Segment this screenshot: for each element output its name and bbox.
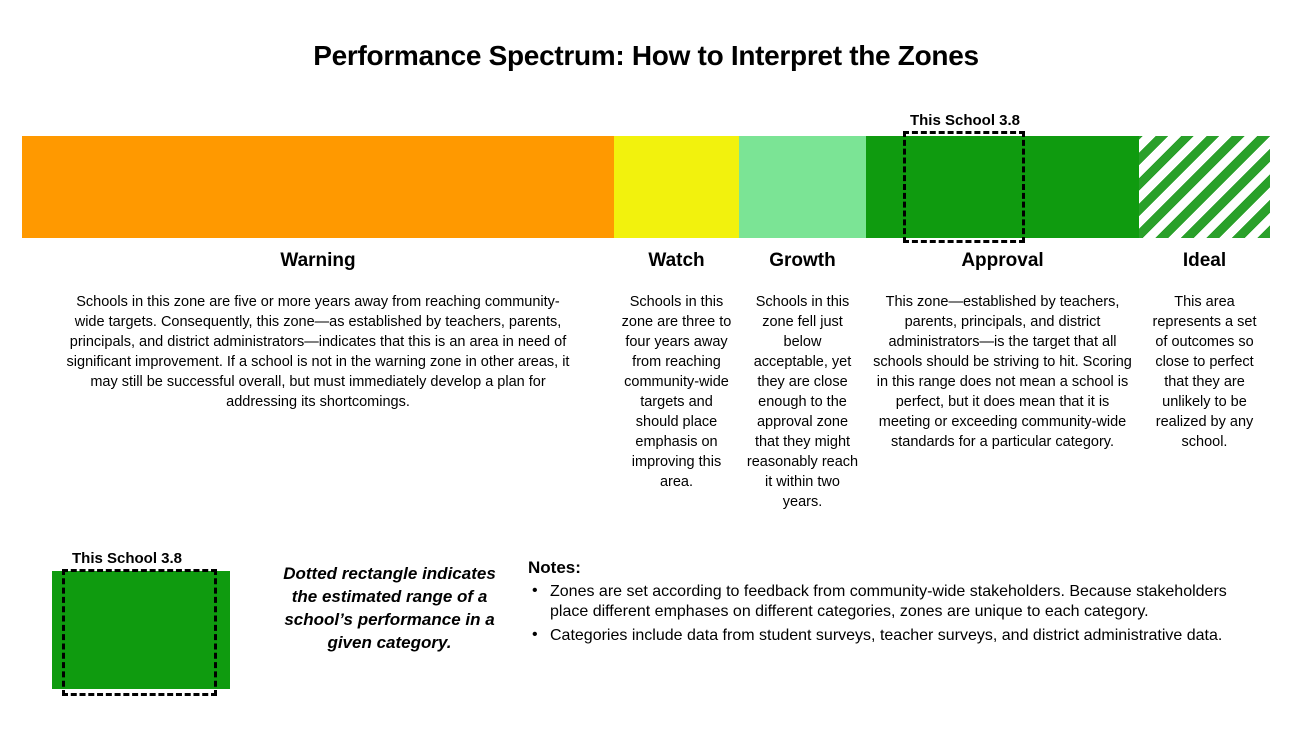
zone-column-approval [866,250,1139,512]
bullet-icon: • [532,625,538,643]
zone-description-ideal: This area represents a set of outcomes so close to perfect that they are unlikely to be realized by any school. [1152,294,1257,450]
page-title: Performance Spectrum: How to Interpret the Zones [313,40,979,71]
note-item-text: Zones are set according to feedback from community-wide stakeholders. Because stakeholders place different emphases on different categories, zones are unique to each category. [550,583,1227,621]
zone-label-warning: Warning [280,250,356,271]
performance-spectrum-bar [22,136,1270,238]
spectrum-zone-ideal [1139,136,1270,238]
note-item [528,626,1258,646]
diagonal-stripes-pattern [1139,136,1270,238]
school-marker-range-box [903,131,1025,243]
zone-column-warning [22,250,614,512]
spectrum-zone-growth [739,136,866,238]
school-marker-label: This School 3.8 [909,112,1021,129]
note-item-text: Categories include data from student surveys, teacher surveys, and district administrative data. [550,626,1223,644]
spectrum-zone-warning [22,136,614,238]
zone-column-ideal [1139,250,1270,512]
legend-marker-label: This School 3.8 [72,550,183,567]
spectrum-zone-watch [614,136,739,238]
zone-label-watch: Watch [648,250,705,271]
legend-dotted-rectangle [62,569,217,696]
zone-label-growth: Growth [769,250,836,271]
zone-label-approval: Approval [961,250,1044,271]
legend-caption: Dotted rectangle indicates the estimated range of a school’s performance in a given category. [283,564,496,652]
note-item [528,582,1258,623]
zone-description-approval: This zone—established by teachers, parents, principals, and district administrators—is the target that all schools should be striving to hit. Scoring in this range does not mean a school is perfect, but it does mean that it is meeting or exceeding community-wide standards for a particular category. [873,294,1132,450]
zone-descriptions [22,250,1270,512]
bullet-icon: • [532,582,538,599]
zone-description-watch: Schools in this zone are three to four years away from reaching community-wide targets and should place emphasis on improving this area. [621,294,732,490]
zone-column-growth [739,250,866,512]
notes-title: Notes: [528,558,581,577]
notes-list [528,582,1258,646]
zone-label-ideal: Ideal [1182,250,1227,271]
notes-block [528,558,1258,649]
zone-description-warning: Schools in this zone are five or more years away from reaching community-wide targets. Consequently, this zone—as established by teachers, parents, principals, and district administrators—indicates that this is an area in need of significant improvement. If a school is not in the warning zone in other areas, it may still be successful overall, but must immediately develop a plan for addressing its shortcomings. [66,294,570,410]
zone-column-watch [614,250,739,512]
zone-description-growth: Schools in this zone fell just below acceptable, yet they are close enough to the approval zone that they might reasonably reach it within two years. [746,294,859,510]
